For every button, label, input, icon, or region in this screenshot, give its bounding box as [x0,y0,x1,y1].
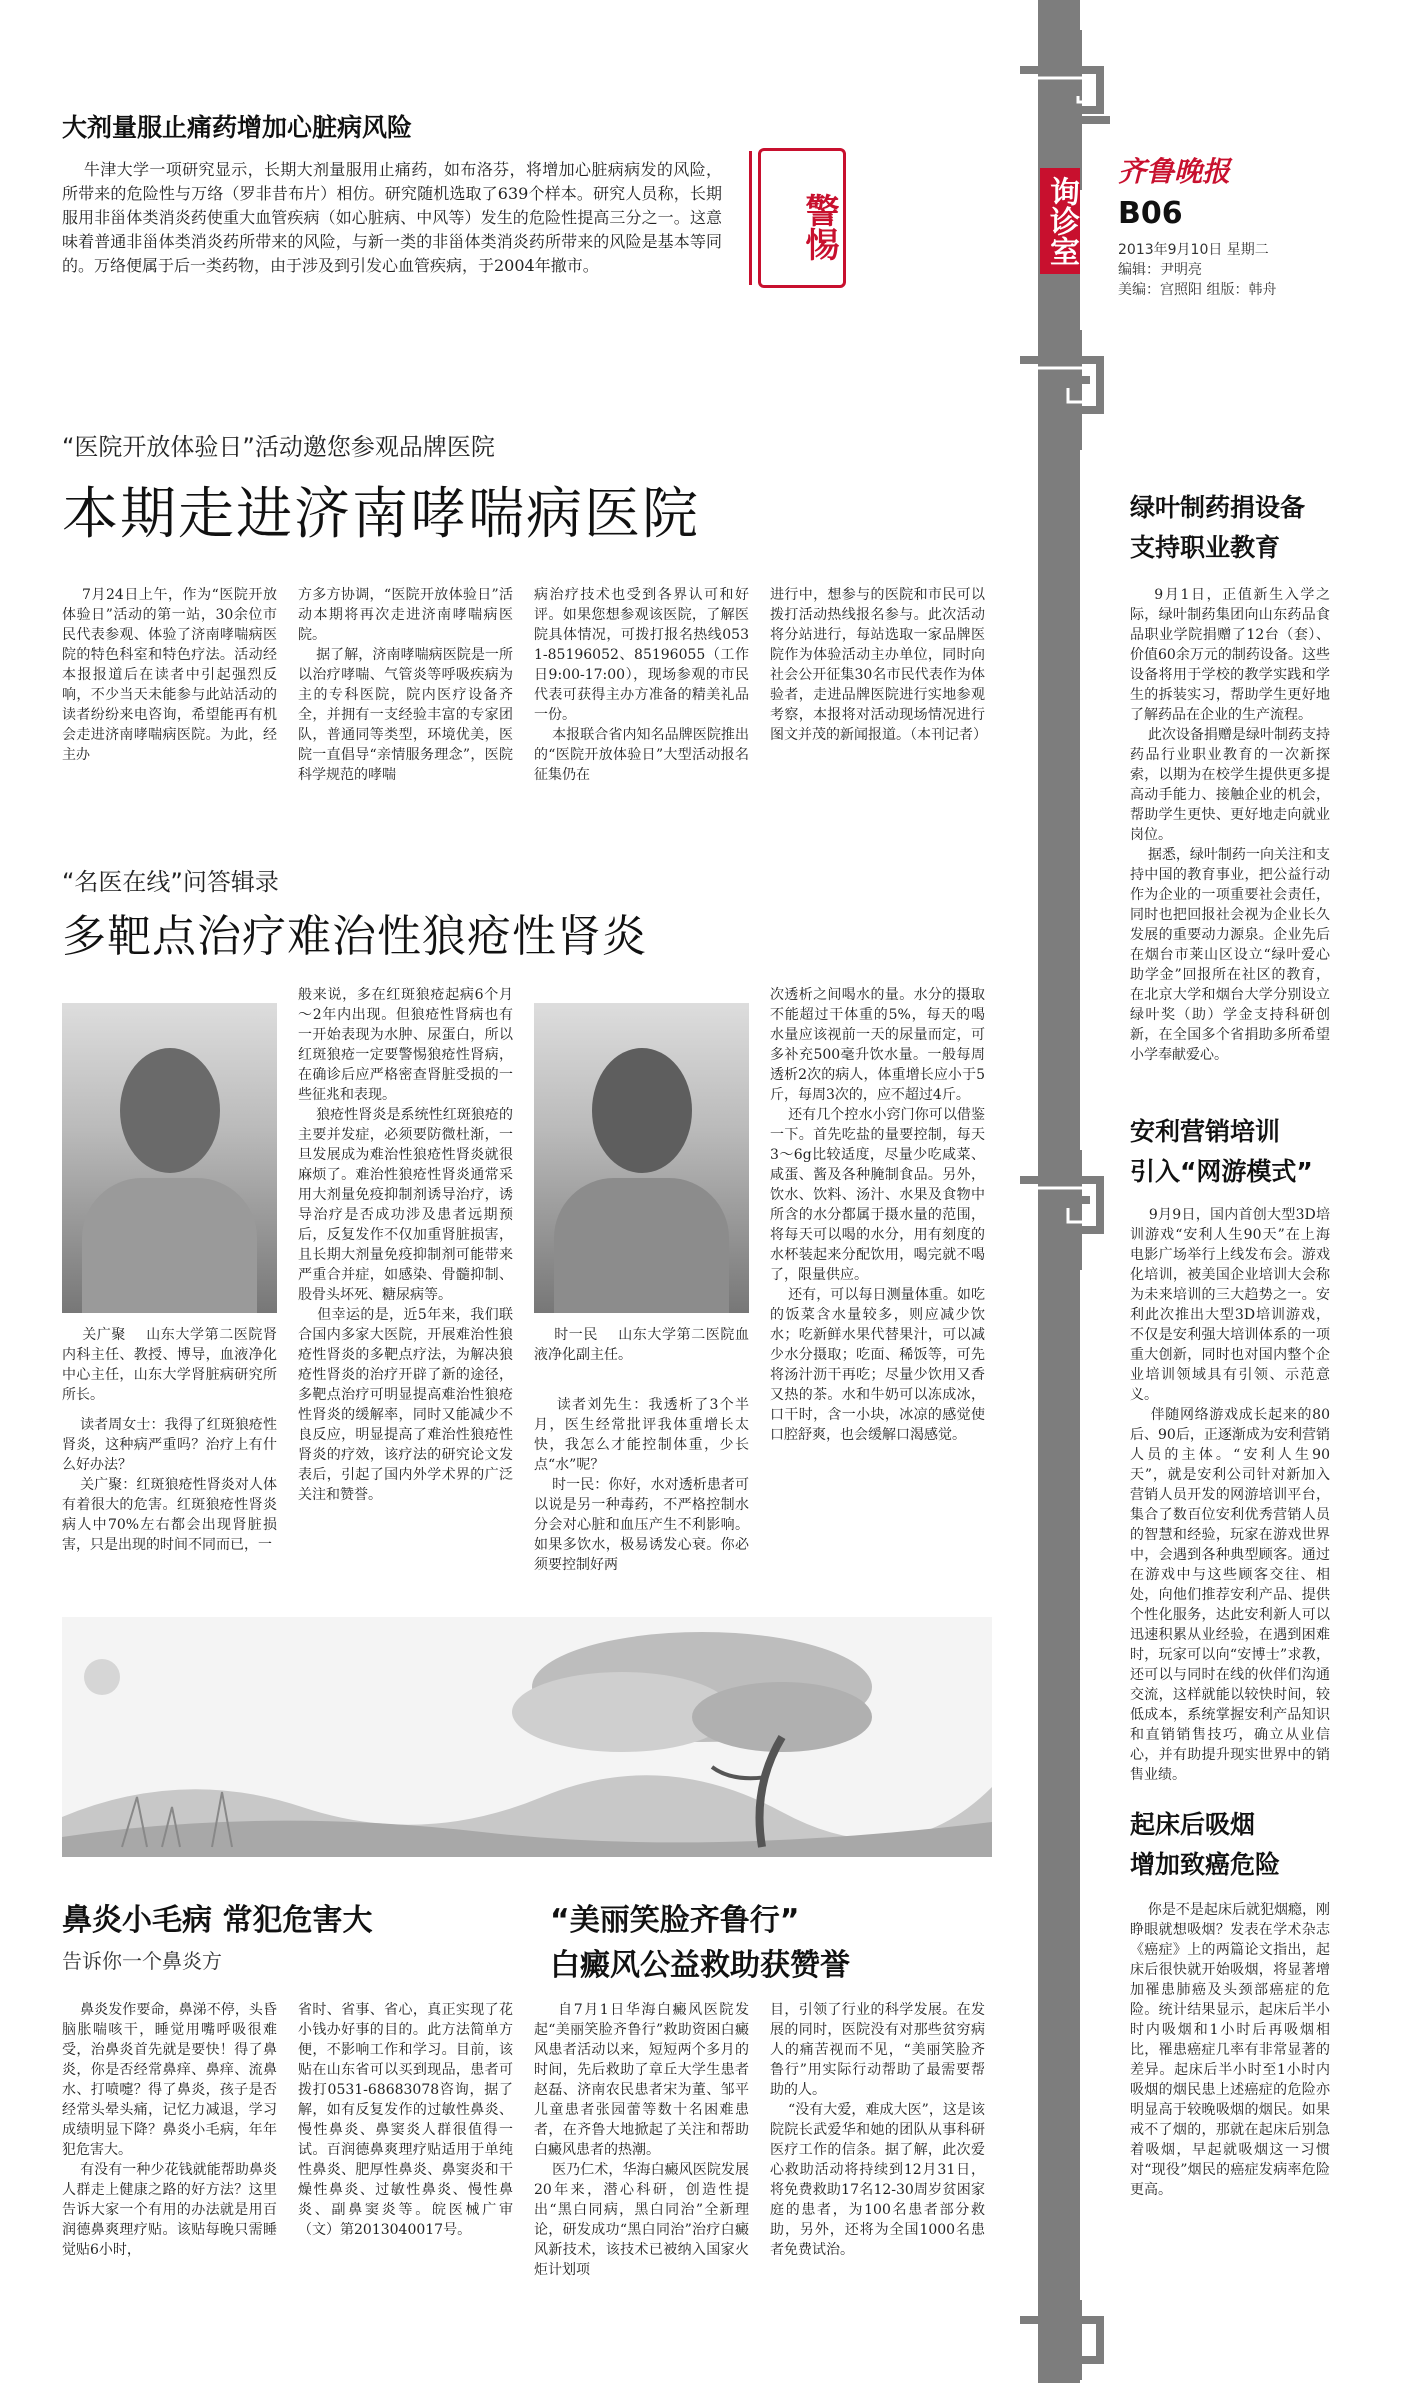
hospital-col-4: 进行中，想参与的医院和市民可以拨打活动热线报名参与。此次活动将分站进行，每站选取一家品牌医院作为体验活动主办单位，同时向社会公开征集30名市民代表作为体验者，走进品牌医院进行实地参观考察，本报将对活动现场情况进行图文并茂的新闻报道。（本刊记者） [770,587,987,743]
hospital-col-1: 7月24日上午，作为“医院开放体验日”活动的第一站，30余位市民代表参观、体验了济南哮喘病医院的特色科室和特色疗法。活动经本报报道后在读者中引起强烈反响，不少当天未能参与此站活动的读者纷纷来电咨询，希望能再有机会走进济南哮喘病医院。为此，经主办 [62,587,277,763]
page-number: B06 [1118,196,1183,231]
hospital-title: 本期走进济南哮喘病医院 [62,482,700,547]
vitiligo-title-2: 白癜风公益救助获赞誉 [550,1948,850,1983]
lupus-title: 多靶点治疗难治性狼疮性肾炎 [62,911,647,962]
vitiligo-title-1: “美丽笑脸齐鲁行” [550,1903,800,1938]
rhinitis-title: 鼻炎小毛病 常犯危害大 [62,1903,373,1938]
sidebar-1-title-1: 绿叶制药捐设备 [1130,493,1306,522]
lupus-col-2: 般来说，多在红斑狼疮起病6个月～2年内出现。但狼疮性肾病也有一开始表现为水肿、尿蛋白，所以红斑狼疮一定要警惕狼疮性肾病，在确诊后应严格密查肾脏受损的一些征兆和表现。 狼疮性肾炎是系统性红斑狼疮的主要并发症，必须要防微杜渐，一旦发展成为难治性狼疮性肾炎就很麻烦了。难治性狼疮性肾炎通常采用大剂量免疫抑制剂诱导治疗，诱导治疗是否成功涉及患者远期预后，反复发作不仅加重肾脏损害，且长期大剂量免疫抑制剂可能带来严重合并症，如感染、骨髓抑制、股骨头坏死、糖尿病等。 但幸运的是，近5年来，我们联合国内多家大医院，开展难治性狼疮性肾炎的多靶点疗法，为解决狼疮性肾炎的治疗开辟了新的途径，多靶点治疗可明显提高难治性狼疮性肾炎的缓解率，同时又能减少不良反应，明显提高了难治性狼疮性肾炎的疗效，该疗法的研究论文发表后，引起了国内外学术界的广泛关注和赞誉。 [298,987,514,1503]
sidebar-3-body: 你是不是起床后就犯烟瘾，刚睁眼就想吸烟？发表在学术杂志《癌症》上的两篇论文指出，起床后很快就开始吸烟，将显著增加罹患肺癌及头颈部癌症的危险。统计结果显示，起床后半小时内吸烟和1小时后再吸烟相比，罹患癌症几率有非常显著的差异。起床后半小时至1小时内吸烟的烟民患上述癌症的危险亦明显高于较晚吸烟的烟民。如果戒不了烟的，那就在起床后别急着吸烟，早起就吸烟这一习惯对“现役”烟民的癌症发病率危险更高。 [1130,1902,1330,2198]
doctor-guan-photo [62,1003,277,1313]
rhinitis-col-1: 鼻炎发作要命，鼻涕不停，头昏脑胀喘咳干，睡觉用嘴呼吸很难受，治鼻炎首先就是要快！得了鼻炎，你是否经常鼻痒、鼻痒、流鼻水、打喷嚏？得了鼻炎，孩子是否经常头晕头痛，记忆力减退，学习成绩明显下降？鼻炎小毛病，年年犯危害大。 有没有一种少花钱就能帮助鼻炎人群走上健康之路的好方法？这里告诉大家一个有用的办法就是用百润德鼻爽理疗贴。该贴每晚只需睡觉贴6小时， [62,2002,278,2258]
ornament-mid-icon [1010,330,1110,450]
doctor-shi-face [592,1048,692,1173]
stamp-text: 警惕 [799,193,839,261]
lupus-qa-1: 读者周女士：我得了红斑狼疮性肾炎，这种病严重吗？治疗上有什么好办法？ 关广聚：红斑狼疮性肾炎对人体有着很大的危害。红斑狼疮性肾炎病人中70%左右都会出现肾脏损害，只是出现的时间不同而已，一 [62,1417,278,1553]
ink-landscape-illustration [62,1617,992,1857]
lupus-caption-2: 时一民 山东大学第二医院血液净化副主任。 [534,1327,749,1363]
warning-body: 牛津大学一项研究显示，长期大剂量服用止痛药，如布洛芬，将增加心脏病病发的风险，所带来的危险性与万络（罗非昔布片）相仿。研究随机选取了639个样本。研究人员称，长期服用非甾体类消炎药使重大血管疾病（如心脏病、中风等）发生的危险性提高三分之一。这意味着普通非甾体类消炎药所带来的风险，与新一类的非甾体类消炎药所带来的风险是基本等同的。万络便属于后一类药物，由于涉及到引发心血管疾病，于2004年撤市。 [62,160,722,275]
doctor-shi-photo [534,1003,749,1313]
sidebar-2-title-2: 引入“网游模式” [1130,1157,1313,1186]
doctor-guan-face [120,1048,220,1173]
lupus-caption-1: 关广聚 山东大学第二医院肾内科主任、教授、博导，血液净化中心主任，山东大学肾脏病研究所所长。 [62,1327,277,1403]
ornament-lower-icon [1010,1150,1110,1270]
hospital-col-2: 方多方协调，“医院开放体验日”活动本期将再次走进济南哮喘病医院。 据了解，济南哮喘病医院是一所以治疗哮喘、气管炎等呼吸疾病为主的专科医院，院内医疗设备齐全，并拥有一支经验丰富的专家团队，普通同等类型，环境优美，医院一直倡导“亲情服务理念”，医院科学规范的哮喘 [298,587,514,783]
hospital-kicker: “医院开放体验日”活动邀您参观品牌医院 [62,433,495,461]
newspaper-logo: 齐鲁晚报 [1118,155,1231,188]
ornament-bottom-icon [1010,2300,1110,2380]
rhinitis-col-2: 省时、省事、省心，真正实现了花小钱办好事的目的。此方法简单方便，不影响工作和学习。目前，该贴在山东省可以买到现品，患者可拨打0531-68683078咨询，据了解，如有反复发作的过敏性鼻炎、慢性鼻炎、鼻窦炎人群很值得一试。百润德鼻爽理疗贴适用于单纯性鼻炎、肥厚性鼻炎、鼻窦炎和干燥性鼻炎、过敏性鼻炎、慢性鼻炎、副鼻窦炎等。皖医械广审（文）第2013040017号。 [298,2002,513,2238]
vitiligo-col-2: 目，引领了行业的科学发展。在发展的同时，医院没有对那些贫穷病人的痛苦视而不见，“美丽笑脸齐鲁行”用实际行动帮助了最需要帮助的人。 “没有大爱，难成大医”，这是该院院长武爱华和她的团队从事科研医疗工作的信条。据了解，此次爱心救助活动将持续到12月31日，将免费救助17名12-30周岁贫困家庭的患者，为100名患者部分救助，另外，还将为全国1000名患者免费试治。 [770,2002,985,2258]
sidebar-3-title-2: 增加致癌危险 [1130,1850,1281,1879]
lupus-col-4: 次透析之间喝水的量。水分的摄取不能超过干体重的5%，每天的喝水量应该视前一天的尿量而定，可多补充500毫升饮水量。一般每周透析2次的病人，体重增长应小于5斤，每周3次的，应不超过4斤。 还有几个控水小窍门你可以借鉴一下。首先吃盐的量要控制，每天3～6g比较适度，尽量少吃咸菜、咸蛋、酱及各种腌制食品。另外，饮水、饮料、汤汁、水果及食物中所含的水分都属于摄水量的范围，将每天可以喝的水分，用有刻度的水杯装起来分配饮用，喝完就不喝了，限量供应。 还有，可以每日测量体重。如吃的饭菜含水量较多，则应减少饮水；吃新鲜水果代替果汁，可以减少水分摄取；吃面、稀饭等，可先将汤汁沥干再吃；尽量少饮用又香又热的茶。水和牛奶可以冻成冰，口干时，含一小块，冰凉的感觉使口腔舒爽，也会缓解口渴感觉。 [770,987,986,1443]
editor-credit: 编辑：尹明亮 [1118,262,1202,278]
warning-stamp [758,148,846,288]
sidebar-2-title-1: 安利营销培训 [1130,1117,1281,1146]
issue-date: 2013年9月10日 星期二 [1118,242,1269,258]
lupus-qa-2: 读者刘先生：我透析了3个半月，医生经常批评我体重增长太快，我怎么才能控制体重，少长点“水”呢？ 时一民：你好，水对透析患者可以说是另一种毒药，不严格控制水分会对心脏和血压产生不利影响。如果多饮水，极易诱发心衰。你必须要控制好两 [534,1397,750,1573]
sidebar-3-title-1: 起床后吸烟 [1130,1810,1256,1839]
rhinitis-subtitle: 告诉你一个鼻炎方 [62,1949,222,1973]
sidebar-2-body: 9月9日，国内首创大型3D培训游戏“安利人生90天”在上海电影广场举行上线发布会。游戏化培训，被美国企业培训大会称为未来培训的三大趋势之一。安利此次推出大型3D培训游戏，不仅是安利强大培训体系的一项重大创新，同时也对国内整个企业培训领域具有引领、示范意义。 伴随网络游戏成长起来的80后、90后，正逐渐成为安利营销人员的主体。“安利人生90天”，就是安利公司针对新加入营销人员开发的网游培训平台，集合了数百位安利优秀营销人员的智慧和经验，玩家在游戏世界中，会遇到各种典型顾客。通过在游戏中与这些顾客交往、相处，向他们推荐安利产品、提供个性化服务，达此安利新人可以迅速积累从业经验，在遇到困难时，玩家可以向“安博士”求教，还可以与同时在线的伙伴们沟通交流，这样就能以较快时间，较低成本，系统掌握安利产品知识和直销销售技巧，确立从业信心，并有助提升现实世界中的销售业绩。 [1130,1207,1330,1783]
ornament-top-icon [1010,30,1110,190]
doctor-guan-body [82,1178,257,1313]
column-label: 询诊室 [1040,168,1080,274]
lupus-kicker: “名医在线”问答辑录 [62,868,279,896]
sidebar-1-title-2: 支持职业教育 [1130,533,1281,562]
vitiligo-col-1: 自7月1日华海白癜风医院发起“美丽笑脸齐鲁行”救助资困白癜风患者活动以来，短短两个多月的时间，先后救助了章丘大学生患者赵磊、济南农民患者宋为董、邹平儿童患者张园蕾等数十名困难患者，在齐鲁大地掀起了关注和帮助白癜风患者的热潮。 医乃仁术，华海白癜风医院发展20年来，潜心科研，创造性提出“黑白同病，黑白同治”全新理论，研发成功“黑白同治”治疗白癜风新技术，该技术已被纳入国家火炬计划项 [534,2002,750,2278]
doctor-shi-body [554,1178,729,1313]
sidebar-1-body: 9月1日，正值新生入学之际，绿叶制药集团向山东药品食品职业学院捐赠了12台（套）、价值60余万元的制药设备。这些设备将用于学校的教学实践和学生的拆装实习，帮助学生更好地了解药品在企业的生产流程。 此次设备捐赠是绿叶制药支持药品行业职业教育的一次新探索，以期为在校学生提供更多提高动手能力、接触企业的机会，帮助学生更快、更好地走向就业岗位。 据悉，绿叶制药一向关注和支持中国的教育事业，把公益行动作为企业的一项重要社会责任，同时也把回报社会视为企业长久发展的重要动力源泉。企业先后在烟台市莱山区设立“绿叶爱心助学金”回报所在社区的教育，在北京大学和烟台大学分别设立绿叶奖（助）学金支持科研创新，在全国多个省捐助多所希望小学奉献爱心。 [1130,587,1330,1063]
warning-title: 大剂量服止痛药增加心脏病风险 [62,113,413,142]
hospital-col-3: 病治疗技术也受到各界认可和好评。如果您想参观该医院，了解医院具体情况，可拨打报名热线0531-85196052、85196055（工作日9:00-17:00），现场参观的市民代表可获得主办方准备的精美礼品一份。 本报联合省内知名品牌医院推出的“医院开放体验日”大型活动报名征集仍在 [534,587,750,783]
art-credit: 美编：宫照阳 组版：韩舟 [1118,282,1277,298]
